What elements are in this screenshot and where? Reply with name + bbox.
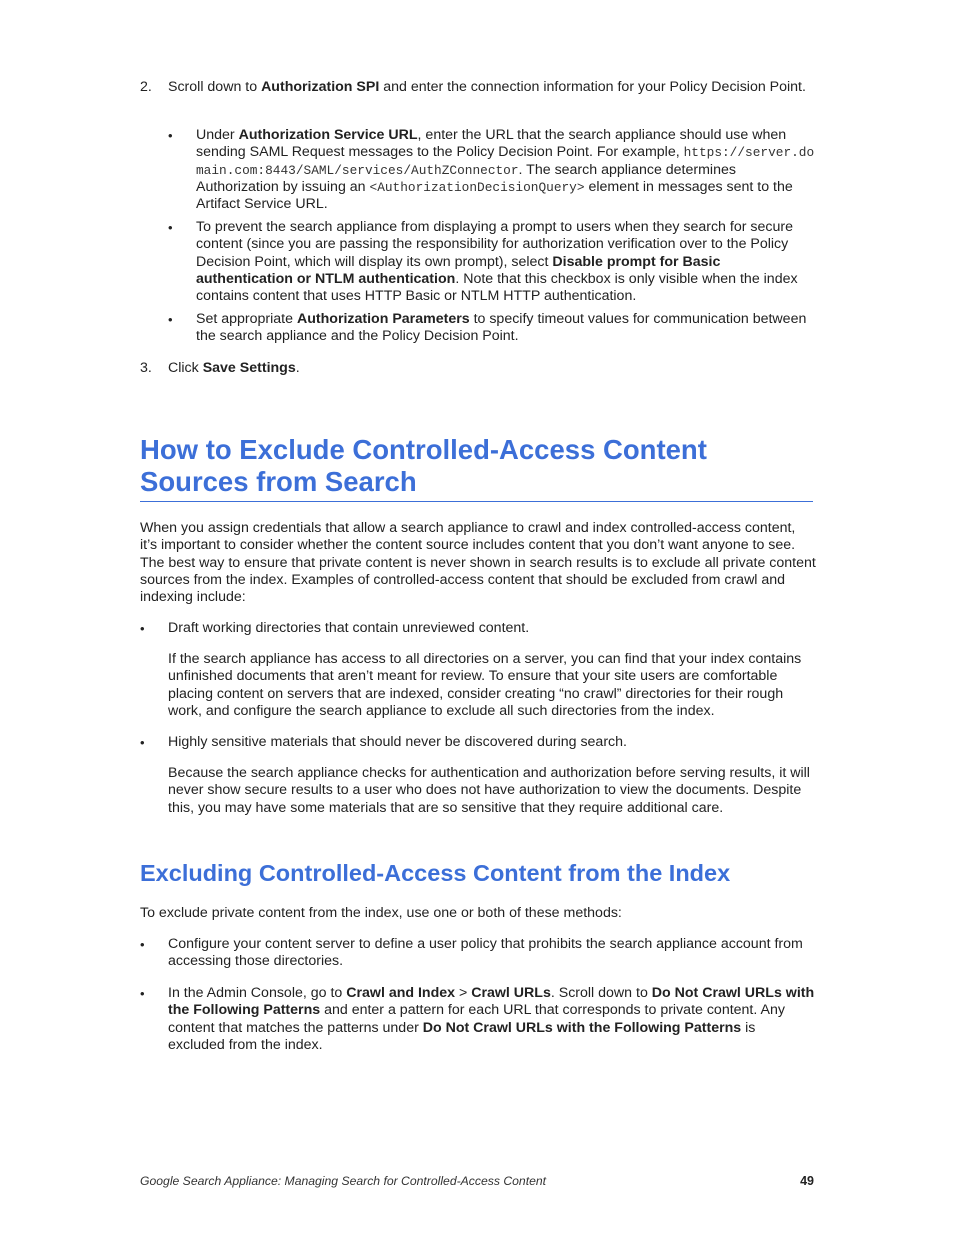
text: to specify timeout values for communication between the search appliance and the Policy Decision Point. <box>196 311 807 345</box>
bullet-icon: • <box>140 621 145 636</box>
bullet-lead: Draft working directories that contain unreviewed content. <box>168 620 530 636</box>
step-2-text <box>168 79 816 96</box>
ui-term: Do Not Crawl URLs with the Following Patterns <box>168 985 815 1019</box>
method-bullet <box>168 985 816 1054</box>
section-heading: How to Exclude Controlled-Access Content Sources from Search <box>140 434 813 502</box>
bullet-icon: • <box>140 986 145 1001</box>
ui-term: Crawl and Index <box>346 985 456 1001</box>
method-bullet: Configure your content server to define a user policy that prohibits the search appliance account from accessing those directories. <box>168 936 803 970</box>
page-number: 49 <box>800 1174 814 1188</box>
text: Scroll down to <box>168 79 262 95</box>
substep-bullet <box>196 127 816 213</box>
bullet-lead: Highly sensitive materials that should never be discovered during search. <box>168 734 627 750</box>
text: . Scroll down to <box>550 985 652 1001</box>
ui-term: Save Settings <box>202 360 296 376</box>
text: In the Admin Console, go to <box>168 985 347 1001</box>
text: and enter the connection information for your Policy Decision Point. <box>379 79 806 95</box>
ui-term: Disable prompt for Basic authentication or NTLM authentication <box>196 253 721 287</box>
text: . <box>295 360 300 376</box>
text: and enter a pattern for each URL that corresponds to private content. Any content that matches the patterns under <box>168 1002 785 1036</box>
text: . Note that this checkbox is only visible when the index contains content that uses HTTP Basic or NTLM HTTP authentication. <box>196 270 798 305</box>
subsection-intro: To exclude private content from the index, use one or both of these methods: <box>140 905 622 921</box>
text: Click <box>168 360 203 376</box>
step-3-text <box>168 360 816 377</box>
ui-term: Authorization SPI <box>261 79 380 95</box>
footer-title: Google Search Appliance: Managing Search for Controlled-Access Content <box>140 1174 547 1188</box>
text: Under <box>196 127 239 143</box>
section-intro: When you assign credentials that allow a search appliance to crawl and index controlled-access content, it’s important to consider whether the content source includes content that you don’t want anyone to see. The best way to ensure that private content is never shown in search results is to exclude all private content sources from the index. Examples of controlled-access content that should be excluded from crawl and indexing include: <box>140 520 816 606</box>
ui-term: Authorization Service URL <box>238 127 418 143</box>
text: . The search appliance determines Authorization by issuing an <box>196 161 736 195</box>
ui-term: Crawl URLs <box>471 985 551 1001</box>
bullet-detail: Because the search appliance checks for authentication and authorization before serving results, it will never show secure results to a user who does not have authorization to view the documents. Despite this, you may have some materials that are so sensitive that they require additional care. <box>168 765 810 816</box>
step-number: 3. <box>140 360 152 376</box>
bullet-detail: If the search appliance has access to all directories on a server, you can find that your index contains unfinished documents that aren’t meant for review. To ensure that your site users are comfortable placing content on servers that are indexed, consider creating “no crawl” directories for their rough work, and configure the search appliance to exclude all such directories from the index. <box>168 651 802 719</box>
text: , enter the URL that the search appliance should use when sending SAML Request messages to the Policy Decision Point. For example, <box>196 127 787 161</box>
step-number: 2. <box>140 79 152 95</box>
bullet-icon: • <box>168 312 173 327</box>
text: To prevent the search appliance from displaying a prompt to users when they search for secure content (since you are passing the responsibility for authorization verification over to the Policy Decision Point, which will display its own prompt), select <box>196 219 793 270</box>
subsection-heading: Excluding Controlled-Access Content from the Index <box>140 860 731 886</box>
text: > <box>455 985 472 1001</box>
bullet-icon: • <box>168 220 173 235</box>
ui-term: Authorization Parameters <box>296 311 470 327</box>
bullet-icon: • <box>140 735 145 750</box>
substep-bullet <box>196 219 816 305</box>
ui-term: Do Not Crawl URLs with the Following Patterns <box>422 1019 742 1036</box>
bullet-icon: • <box>140 937 145 952</box>
code-url: https://server.domain.com:8443/SAML/services/AuthZConnector <box>196 145 815 178</box>
code-element: <AuthorizationDecisionQuery> <box>369 179 585 195</box>
text: Set appropriate <box>196 311 297 327</box>
bullet-icon: • <box>168 128 173 143</box>
substep-bullet <box>196 311 816 346</box>
text: element in messages sent to the Artifact Service URL. <box>196 178 793 213</box>
text: is excluded from the index. <box>168 1019 756 1053</box>
